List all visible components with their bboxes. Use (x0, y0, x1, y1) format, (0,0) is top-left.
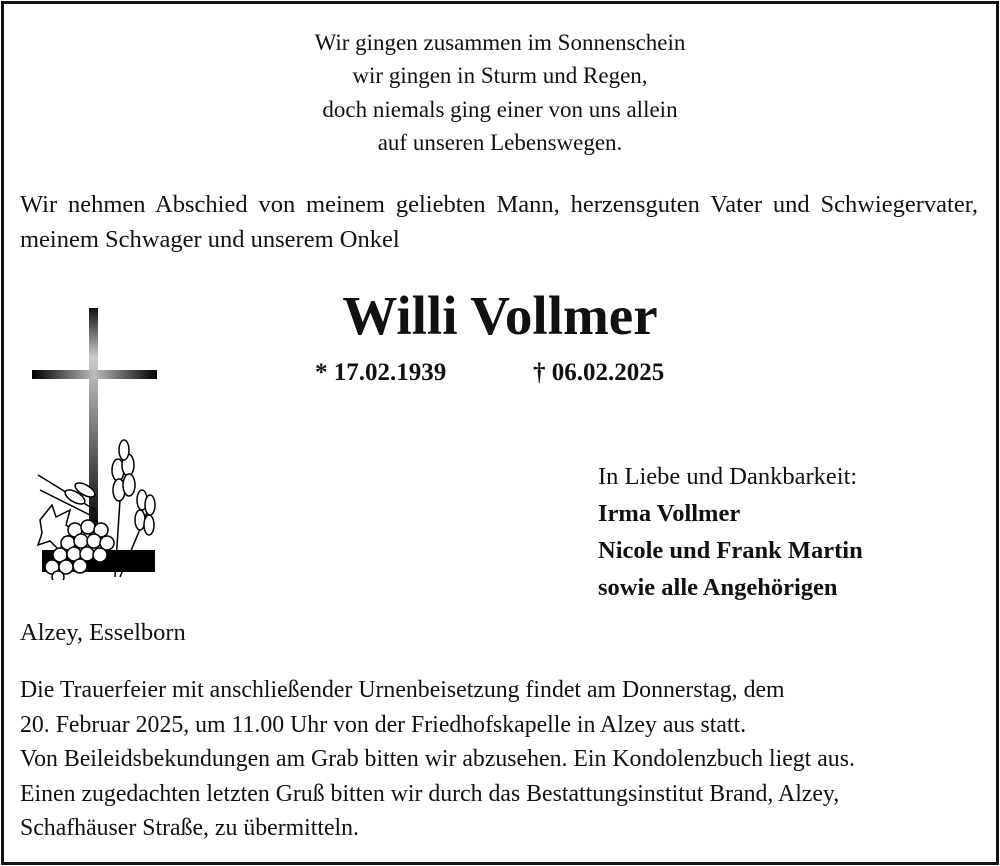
poem-line: wir gingen in Sturm und Regen, (352, 63, 648, 89)
poem-line: Wir gingen zusammen im Sonnenschein (314, 30, 686, 55)
deceased-name: Willi Vollmer (342, 285, 658, 346)
cross-wheat-grapes-icon (30, 305, 160, 580)
funeral-info (20, 673, 855, 846)
poem (0, 26, 1000, 159)
mourner-name: Nicole und Frank Martin (598, 537, 863, 564)
intro-text: Wir nehmen Abschied von meinem geliebten Mann, herzensguten Vater und Schwiegervater, meinem Schwager und unserem Onkel (20, 191, 978, 253)
death-date: † 06.02.2025 (533, 359, 665, 386)
info-line: Die Trauerfeier mit anschließender Urnenbeisetzung findet am Donnerstag, dem (20, 677, 785, 703)
birth-date: * 17.02.1939 (315, 359, 447, 386)
mourner-name: sowie alle Angehörigen (598, 574, 838, 601)
info-line: 20. Februar 2025, um 11.00 Uhr von der Friedhofskapelle in Alzey aus statt. (20, 711, 747, 738)
poem-line: auf unseren Lebenswegen. (377, 129, 623, 155)
place: Alzey, Esselborn (20, 619, 186, 646)
info-line: Von Beileidsbekundungen am Grab bitten wir abzusehen. Ein Kondolenzbuch liegt aus. (20, 746, 855, 772)
poem-line: doch niemals ging einer von uns allein (322, 96, 678, 122)
info-line: Einen zugedachten letzten Gruß bitten wir durch das Bestattungsinstitut Brand, Alzey, (20, 780, 840, 807)
mourners (598, 458, 863, 606)
thanks-label: In Liebe und Dankbarkeit: (598, 463, 858, 490)
mourner-name: Irma Vollmer (598, 500, 741, 527)
info-line: Schafhäuser Straße, zu übermitteln. (20, 815, 359, 841)
